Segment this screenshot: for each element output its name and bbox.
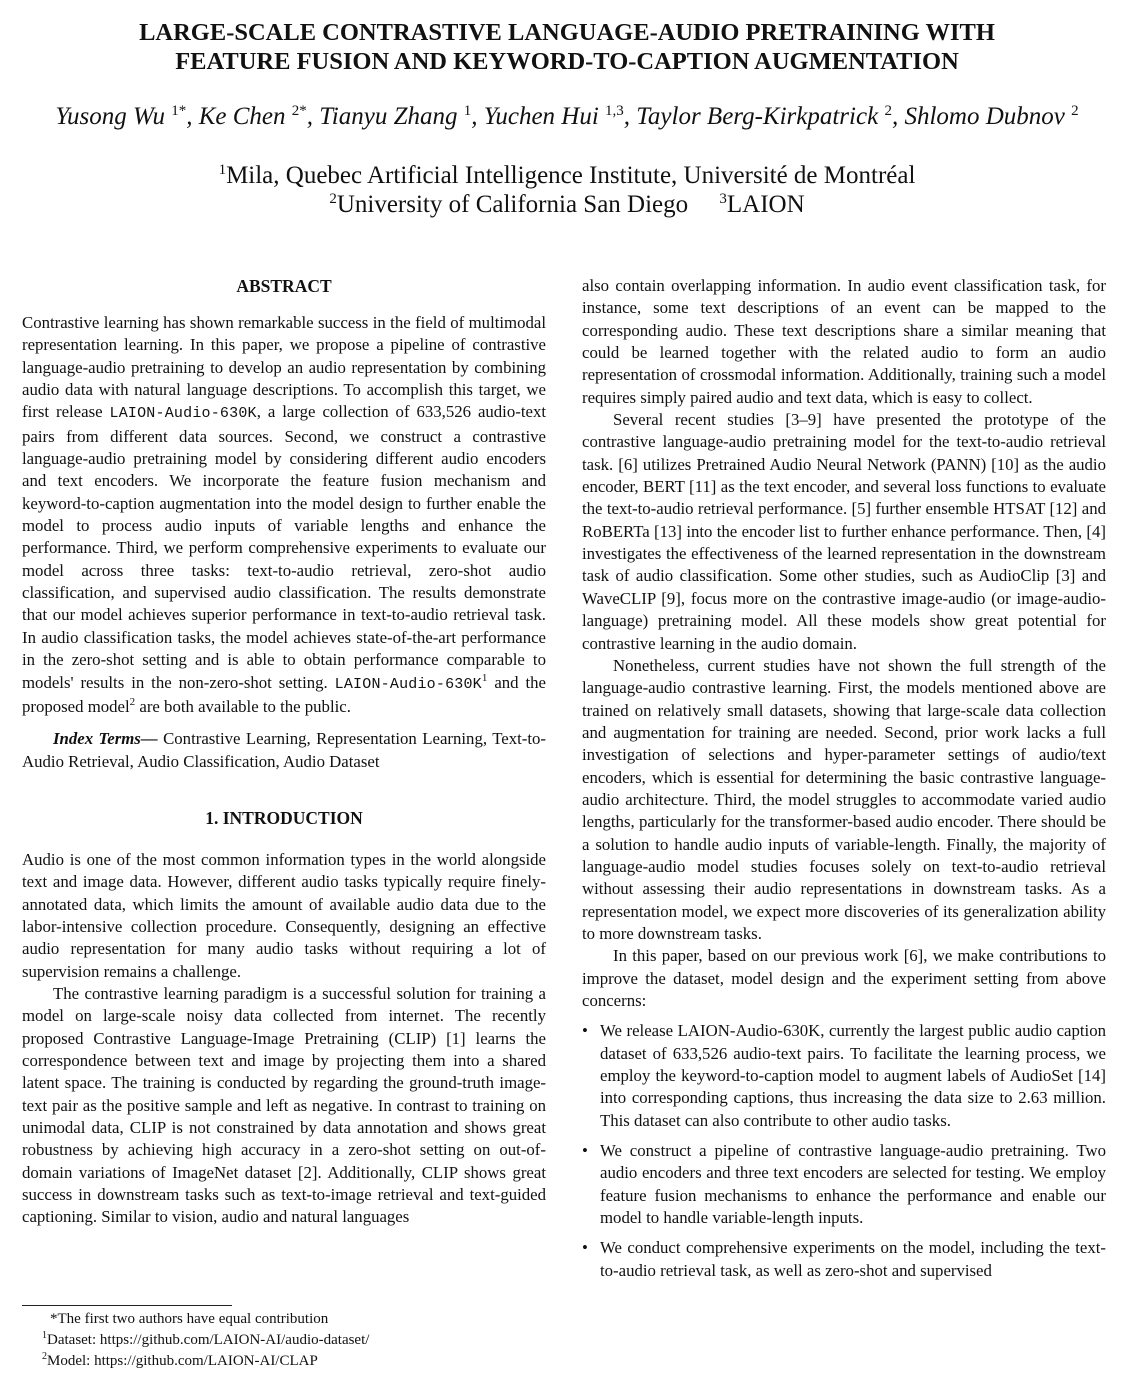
list-item-text: We release LAION-Audio-630K, currently the largest public audio caption dataset of 633,526 audio-text pairs. To facilitate the learning process, we employ the keyword-to-caption model to augment labels of AudioSet [14] into corresponding captions, thus increasing the data size to 2.63 million. This dataset can also contribute to other audio tasks. [600,1021,1106,1130]
author-affil-mark: 1* [171,103,187,119]
footnote-mark: 2 [42,1351,47,1362]
abstract-part: Contrastive learning has shown remarkable success in the field of multimodal representation learning. In this paper, we propose a pipeline of contrastive language-audio pretraining to develop an audio representation by combining audio data with natural language descriptions. To accomplish this target, we first release [22,313,546,422]
list-item [582,1020,1106,1132]
footnote-text: Dataset: https://github.com/LAION-AI/audio-dataset/ [47,1332,370,1348]
bullet-marker: • [582,1021,588,1041]
footnote-equal-contribution: *The first two authors have equal contribution [50,1311,329,1327]
author-affil-mark: 2 [1071,103,1079,119]
footnotes [22,1309,546,1372]
bullet-marker: • [582,1141,588,1161]
author-list: Yusong Wu $^{1*}$, Ke Chen $^{2*}$, Tianyu Zhang $^1$, Yuchen Hui $^{1,3}$, Taylor Berg-Kirkpatrick $^2$, Shlomo Dubnov $^2$ [55,103,1079,130]
author-affil-mark: 2* [291,103,307,119]
footnote-divider [22,1305,232,1306]
dataset-name: LAION-Audio-630K [334,675,482,693]
affiliations [0,161,1134,219]
intro-paragraph: Nonetheless, current studies have not shown the full strength of the language-audio contrastive learning. First, the models mentioned above are trained on relatively small datasets, showing that large-scale data collection and augmentation for training are needed. Second, prior work lacks a full investigation of selections and hyper-parameter settings of audio/text encoders, which is essential for determining the basic contrastive language-audio architecture. Third, the model struggles to accommodate varied audio lengths, particularly for the transformer-based audio encoder. There should be a solution to handle audio inputs of variable-length. Finally, the majority of language-audio model studies focuses solely on text-to-audio retrieval without assessing their audio representations in downstream tasks. As a representation model, we expect more discoveries of its generalization ability to more downstream tasks. [582,655,1106,943]
abstract-part: , a large collection of 633,526 audio-text pairs from different data sources. Second, we construct a contrastive language-audio pretraining model by considering different audio encoders and text encoders. We incorporate the feature fusion mechanism and keyword-to-caption augmentation into the model design to further enable the model to process audio inputs of variable lengths and enhance the performance. Third, we perform comprehensive experiments to evaluate our model across three tasks: text-to-audio retrieval, zero-shot audio classification, and supervised audio classification. The results demonstrate that our model achieves superior performance in text-to-audio retrieval task. In audio classification tasks, the model achieves state-of-the-art performance in the zero-shot setting and is able to obtain performance comparable to models' results in the non-zero-shot setting. [22,402,546,692]
section-heading-introduction: 1. INTRODUCTION [205,807,363,828]
author-affil-mark: 2 [884,103,892,119]
title-line-2: FEATURE FUSION AND KEYWORD-TO-CAPTION AUGMENTATION [175,48,959,75]
list-item [582,1140,1106,1229]
footnote-ref: 2 [129,695,136,708]
affiliation-text: LAION [726,191,805,218]
footnote-text: Model: https://github.com/LAION-AI/CLAP [47,1353,318,1369]
list-item-text: We construct a pipeline of contrastive language-audio pretraining. Two audio encoders and three text encoders are selected for testing. We employ feature fusion mechanisms to enhance the performance and enable our model to handle variable-length inputs. [600,1141,1106,1228]
list-item [582,1237,1106,1282]
author-affil-mark: 1 [463,103,472,119]
author-name: Shlomo Dubnov [904,103,1065,130]
right-column [582,275,1106,1282]
contribution-list [582,1020,1106,1282]
footnote-dataset [22,1330,546,1351]
affil-mark: 1 [218,162,227,178]
left-column [22,275,546,1229]
bullet-marker: • [582,1238,588,1258]
affil-mark: 2 [329,191,337,207]
footnote-mark: 1 [42,1330,47,1341]
author-affil-mark: 1,3 [605,103,624,119]
author-name: Ke Chen [198,103,286,130]
author-name: Tianyu Zhang [319,103,458,130]
list-item-text: We conduct comprehensive experiments on the model, including the text-to-audio retrieval task, as well as zero-shot and supervised [600,1238,1106,1280]
abstract-text [22,312,546,718]
affiliation-text: Mila, Quebec Artificial Intelligence Institute, Université de Montréal [226,162,916,189]
intro-paragraph: In this paper, based on our previous work [6], we make contributions to improve the dataset, model design and the experiment setting from above concerns: [582,946,1106,1010]
affiliation-line-1 [0,161,1134,190]
affiliation-line-2 [0,190,1134,219]
author-name: Yuchen Hui [483,103,599,130]
abstract-heading: ABSTRACT [236,276,332,296]
author-name: Taylor Berg-Kirkpatrick [636,103,879,130]
intro-paragraph: also contain overlapping information. In audio event classification task, for instance, some text descriptions of an event can be mapped to the corresponding audio. These text descriptions share a similar meaning that could be learned together with the related audio to form an audio representation of crossmodal information. Additionally, training such a model requires simply paired audio and text data, which is easy to collect. [582,276,1106,407]
intro-paragraph: The contrastive learning paradigm is a successful solution for training a model on large-scale noisy data collected from internet. The recently proposed Contrastive Language-Image Pretraining (CLIP) [1] learns the correspondence between text and image by projecting them into a shared latent space. The training is conducted by regarding the ground-truth image-text pair as the positive sample and left as negative. In contrast to training on unimodal data, CLIP is not constrained by data annotation and shows great robustness by achieving high accuracy in a zero-shot setting on out-of-domain variations of ImageNet dataset [2]. Additionally, CLIP shows great success in downstream tasks such as text-to-image retrieval and text-guided captioning. Similar to vision, audio and natural languages [22,983,546,1227]
intro-paragraph: Several recent studies [3–9] have presented the prototype of the contrastive language-audio pretraining model for the text-to-audio retrieval task. [6] utilizes Pretrained Audio Neural Network (PANN) [10] as the audio encoder, BERT [11] as the text encoder, and several loss functions to evaluate the text-to-audio retrieval performance. [5] further ensemble HTSAT [12] and RoBERTa [13] into the encoder list to further enhance performance. Then, [4] investigates the effectiveness of the learned representation in the downstream task of audio classification. Some other studies, such as AudioClip [3] and WaveCLIP [9], focus more on the contrastive image-audio (or image-audio-language) pretraining model. All these models show great potential for contrastive learning in the audio domain. [582,410,1106,653]
title-line-1: LARGE-SCALE CONTRASTIVE LANGUAGE-AUDIO PRETRAINING WITH [139,19,995,46]
intro-paragraph: Audio is one of the most common information types in the world alongside text and image data. However, different audio tasks typically require finely-annotated data, which limits the amount of available audio data due to the labor-intensive collection procedure. Consequently, designing an effective audio representation for many audio tasks without requiring a lot of supervision remains a challenge. [22,849,546,981]
footnote-ref: 1 [481,671,488,684]
index-terms-label: Index Terms— [53,729,158,749]
footnote-model [22,1351,546,1372]
dataset-name: LAION-Audio-630K [109,405,257,423]
index-terms-text: Contrastive Learning, Representation Learning, Text-to-Audio Retrieval, Audio Classification, Audio Dataset [22,729,547,771]
affil-mark: 3 [719,191,727,207]
index-terms [22,728,546,773]
abstract-part: and the proposed model [22,672,547,716]
author-name: Yusong Wu [55,103,165,130]
paper-title [0,18,1134,76]
affiliation-text: University of California San Diego [336,191,689,218]
abstract-part: are both available to the public. [135,696,351,716]
